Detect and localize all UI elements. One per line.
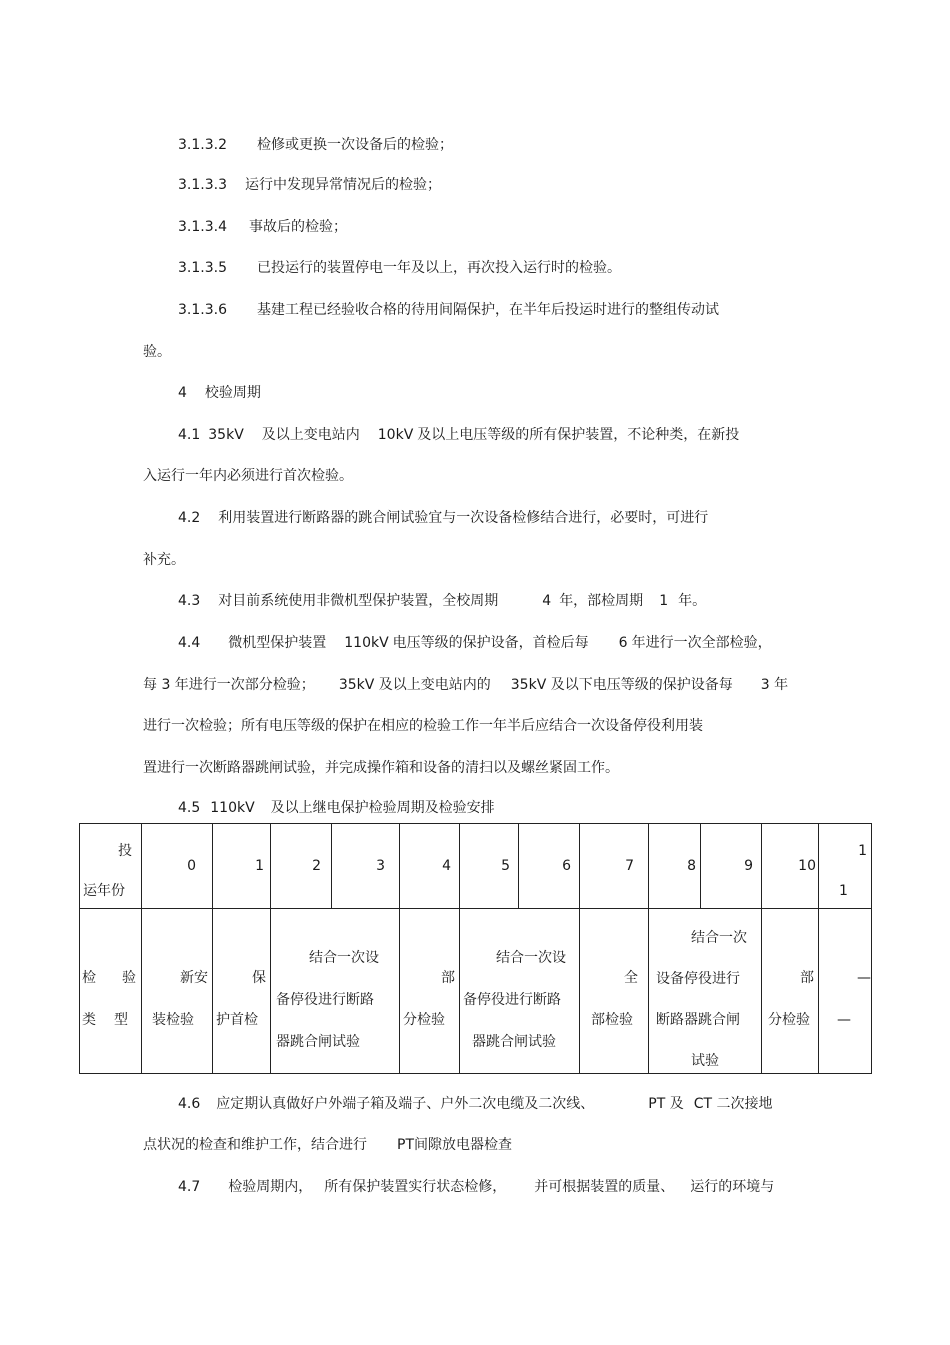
year-cell: 1 bbox=[213, 824, 271, 909]
text-fragment: 电压等级的保护设备，首检后每 bbox=[392, 635, 589, 651]
year-cell: 0 bbox=[142, 824, 213, 909]
text-fragment: 所有保护装置实行状态检修， bbox=[324, 1179, 507, 1195]
section-3-1-3-4 bbox=[178, 218, 347, 236]
type-cell-year-5-6 bbox=[460, 909, 580, 1074]
text-fragment: 110kV bbox=[344, 635, 389, 651]
type-cell-year-1 bbox=[213, 909, 271, 1074]
section-text: 已投运行的装置停电一年及以上，再次投入运行时的检验。 bbox=[256, 260, 621, 276]
type-text: 部 bbox=[800, 970, 814, 986]
section-4-4-line2 bbox=[143, 676, 788, 694]
section-number: 3.1.3.3 bbox=[178, 177, 227, 193]
type-text: 全 bbox=[624, 970, 638, 986]
year-cell: 9 bbox=[701, 824, 762, 909]
text-fragment: 年。 bbox=[678, 593, 707, 609]
section-number: 4.2 bbox=[178, 510, 201, 526]
type-cell-year-4 bbox=[400, 909, 460, 1074]
section-number: 3.1.3.6 bbox=[178, 302, 227, 318]
text-fragment: 4 bbox=[542, 593, 552, 609]
section-number: 3.1.3.2 bbox=[178, 137, 227, 153]
text-fragment: 6 bbox=[618, 635, 628, 651]
section-4-5 bbox=[178, 799, 495, 817]
type-text: 部 bbox=[441, 970, 455, 986]
section-text: 利用装置进行断路器的跳合闸试验宜与一次设备检修结合进行，必要时，可进行 bbox=[218, 510, 709, 526]
type-text: 新安 bbox=[180, 970, 208, 986]
section-4-4-line3: 进行一次检验；所有电压等级的保护在相应的检验工作一年半后应结合一次设备停役利用装 bbox=[143, 718, 703, 734]
section-3-1-3-2 bbox=[178, 136, 453, 154]
section-number: 4.1 bbox=[178, 427, 201, 443]
section-title: 校验周期 bbox=[204, 385, 261, 401]
section-3-1-3-6-cont: 验。 bbox=[143, 344, 171, 360]
type-text: 分检验 bbox=[768, 1012, 810, 1028]
type-cell-year-8-9 bbox=[649, 909, 762, 1074]
section-4-2-cont: 补充。 bbox=[143, 552, 185, 568]
text-fragment: 每 3 年进行一次部分检验； bbox=[143, 677, 315, 693]
year-11-digit: 1 bbox=[839, 883, 848, 899]
section-3-1-3-6 bbox=[178, 301, 719, 319]
section-4-4 bbox=[178, 634, 772, 652]
type-cell-year-2-3 bbox=[271, 909, 400, 1074]
text-fragment: 年进行一次全部检验， bbox=[631, 635, 772, 651]
type-text: 部检验 bbox=[591, 1012, 633, 1028]
type-cell-year-10 bbox=[762, 909, 819, 1074]
section-4-7 bbox=[178, 1178, 774, 1196]
type-text: 器跳合闸试验 bbox=[472, 1034, 556, 1050]
section-number: 4.6 bbox=[178, 1096, 201, 1112]
section-3-1-3-5 bbox=[178, 259, 621, 277]
type-cell-year-0 bbox=[142, 909, 213, 1074]
type-text: 装检验 bbox=[152, 1012, 194, 1028]
section-text: 事故后的检验； bbox=[248, 219, 347, 235]
text-fragment: 微机型保护装置 bbox=[228, 635, 327, 651]
section-number: 4 bbox=[178, 385, 187, 401]
type-text: 护首检 bbox=[216, 1012, 258, 1028]
text-fragment: 运行的环境与 bbox=[690, 1179, 775, 1195]
header-label-bottom: 运年份 bbox=[83, 883, 125, 899]
text-fragment: 10kV bbox=[377, 427, 414, 443]
type-label-char: 型 bbox=[114, 1012, 128, 1028]
section-number: 4.3 bbox=[178, 593, 201, 609]
section-number: 3.1.3.4 bbox=[178, 219, 227, 235]
year-cell: 5 bbox=[460, 824, 519, 909]
year-cell: 4 bbox=[400, 824, 460, 909]
text-fragment: 110kV bbox=[210, 800, 255, 816]
type-text: 断路器跳合闸 bbox=[656, 1012, 740, 1028]
year-11-digit: 1 bbox=[858, 843, 867, 859]
text-fragment: 对目前系统使用非微机型保护装置，全校周期 bbox=[218, 593, 499, 609]
section-4-1 bbox=[178, 426, 739, 444]
type-label-char: 类 bbox=[82, 1012, 96, 1028]
section-text: 运行中发现异常情况后的检验； bbox=[244, 177, 441, 193]
type-text: — bbox=[837, 1012, 851, 1028]
year-cell: 2 bbox=[271, 824, 332, 909]
section-number: 4.4 bbox=[178, 635, 201, 651]
type-text: 结合一次 bbox=[691, 930, 747, 946]
section-4-6 bbox=[178, 1095, 773, 1113]
type-text: 器跳合闸试验 bbox=[276, 1034, 360, 1050]
type-text: — bbox=[857, 970, 871, 986]
type-text: 试验 bbox=[691, 1053, 719, 1069]
section-4-heading bbox=[178, 384, 261, 402]
year-cell: 7 bbox=[580, 824, 649, 909]
inspection-schedule-table bbox=[79, 823, 872, 1074]
text-fragment: 应定期认真做好户外端子箱及端子、户外二次电缆及二次线、 bbox=[216, 1096, 595, 1112]
text-fragment: 3 年 bbox=[760, 677, 789, 693]
text-fragment: 及以上继电保护检验周期及检验安排 bbox=[270, 800, 495, 816]
type-label-char: 检 bbox=[82, 970, 96, 986]
text-fragment: 及以上电压等级的所有保护装置，不论种类，在新投 bbox=[417, 427, 740, 443]
type-text: 分检验 bbox=[403, 1012, 445, 1028]
text-fragment: 35kV 及以上变电站内的 bbox=[338, 677, 491, 693]
type-text: 结合一次设 bbox=[309, 950, 379, 966]
section-4-6-line2 bbox=[143, 1136, 512, 1154]
section-3-1-3-3 bbox=[178, 176, 441, 194]
text-fragment: 1 bbox=[659, 593, 669, 609]
type-text: 备停役进行断路 bbox=[276, 992, 374, 1008]
section-4-3 bbox=[178, 592, 706, 610]
text-fragment: PT 及 bbox=[648, 1096, 684, 1112]
type-text: 保 bbox=[252, 970, 266, 986]
table-row-types bbox=[80, 909, 872, 1074]
year-cell: 6 bbox=[519, 824, 580, 909]
year-cell: 8 bbox=[649, 824, 701, 909]
section-number: 3.1.3.5 bbox=[178, 260, 227, 276]
text-fragment: CT 二次接地 bbox=[693, 1096, 773, 1112]
section-text: 检修或更换一次设备后的检验； bbox=[256, 137, 453, 153]
text-fragment: 年，部检周期 bbox=[559, 593, 644, 609]
type-text: 结合一次设 bbox=[496, 950, 566, 966]
text-fragment: 35kV 及以下电压等级的保护设备每 bbox=[510, 677, 733, 693]
year-cell: 3 bbox=[332, 824, 400, 909]
section-4-1-cont: 入运行一年内必须进行首次检验。 bbox=[143, 468, 353, 484]
type-text: 备停役进行断路 bbox=[463, 992, 561, 1008]
table-row-years bbox=[80, 824, 872, 909]
section-number: 4.5 bbox=[178, 800, 201, 816]
text-fragment: 及以上变电站内 bbox=[261, 427, 360, 443]
type-label-cell bbox=[80, 909, 142, 1074]
section-text: 基建工程已经验收合格的待用间隔保护，在半年后投运时进行的整组传动试 bbox=[256, 302, 719, 318]
section-4-4-line4: 置进行一次断路器跳闸试验，并完成操作箱和设备的清扫以及螺丝紧固工作。 bbox=[143, 760, 619, 776]
text-fragment: 35kV bbox=[208, 427, 244, 443]
text-fragment: 并可根据装置的质量、 bbox=[534, 1179, 675, 1195]
text-fragment: 检验周期内， bbox=[228, 1179, 313, 1195]
type-cell-year-11 bbox=[819, 909, 872, 1074]
header-label-top: 投 bbox=[118, 843, 132, 859]
text-fragment: PT间隙放电器检查 bbox=[397, 1137, 512, 1153]
section-number: 4.7 bbox=[178, 1179, 201, 1195]
section-4-2 bbox=[178, 509, 708, 527]
year-cell-11 bbox=[819, 824, 872, 909]
year-cell: 10 bbox=[762, 824, 819, 909]
type-label-char: 验 bbox=[122, 970, 136, 986]
text-fragment: 点状况的检查和维护工作，结合进行 bbox=[143, 1137, 367, 1153]
type-text: 设备停役进行 bbox=[656, 971, 740, 987]
type-cell-year-7 bbox=[580, 909, 649, 1074]
header-cell-year-label bbox=[80, 824, 142, 909]
